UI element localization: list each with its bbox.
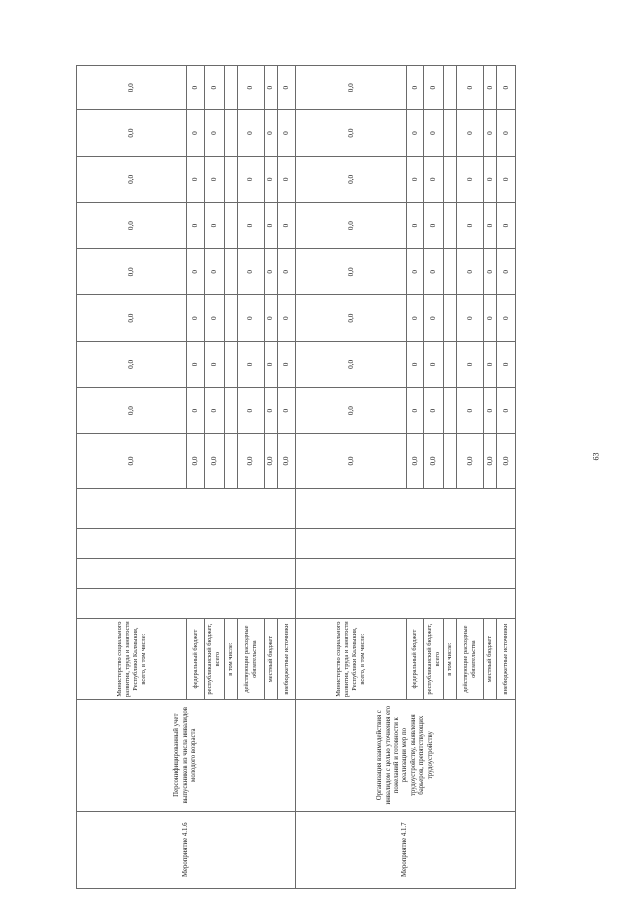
empty-col-d [296, 488, 516, 528]
year-value-cell: 0 [497, 66, 516, 110]
total-value-cell: 0,0 [484, 434, 497, 488]
year-value-cell: 0 [406, 295, 424, 341]
year-value-cell: 0 [187, 66, 205, 110]
year-value-cell: 0 [237, 66, 264, 110]
year-value-cell: 0 [204, 202, 224, 248]
total-value-cell: 0,0 [406, 434, 424, 488]
year-value-cell: 0 [277, 202, 296, 248]
year-value-cell: 0,0 [296, 295, 406, 341]
year-value-cell: 0,0 [296, 341, 406, 387]
year-value-cell: 0,0 [77, 202, 187, 248]
year-value-cell: 0 [424, 341, 444, 387]
year-value-cell: 0 [497, 295, 516, 341]
table-row [296, 66, 406, 889]
year-value-cell: 0 [264, 66, 277, 110]
year-value-cell: 0 [457, 156, 484, 202]
year-value-cell: 0 [237, 202, 264, 248]
year-value-cell: 0,0 [77, 66, 187, 110]
year-value-cell [444, 110, 457, 156]
funding-source-cell: в том числе: [224, 619, 237, 699]
year-value-cell: 0 [406, 249, 424, 295]
year-value-cell: 0 [424, 156, 444, 202]
funding-source-cell: местный бюджет [264, 619, 277, 699]
year-value-cell [444, 249, 457, 295]
year-value-cell: 0 [264, 202, 277, 248]
year-value-cell [224, 202, 237, 248]
year-value-cell [444, 66, 457, 110]
funding-source-cell: Министерство социального развития, труда и занятости Республики Калмыкия, всего, в том числе: [296, 619, 406, 699]
year-value-cell: 0 [264, 341, 277, 387]
year-value-cell [444, 295, 457, 341]
year-value-cell: 0 [204, 295, 224, 341]
year-value-cell: 0 [187, 202, 205, 248]
year-value-cell: 0 [277, 156, 296, 202]
year-value-cell [224, 66, 237, 110]
year-value-cell: 0,0 [296, 249, 406, 295]
year-value-cell: 0 [277, 388, 296, 434]
year-value-cell: 0,0 [296, 202, 406, 248]
year-value-cell: 0 [406, 202, 424, 248]
year-value-cell [444, 341, 457, 387]
year-value-cell: 0 [497, 388, 516, 434]
year-value-cell: 0 [457, 110, 484, 156]
empty-col-a [296, 589, 516, 619]
empty-col-c [296, 528, 516, 558]
year-value-cell: 0 [484, 156, 497, 202]
year-value-cell: 0 [264, 110, 277, 156]
total-value-cell [444, 434, 457, 488]
year-value-cell: 0 [424, 388, 444, 434]
year-value-cell: 0,0 [296, 388, 406, 434]
year-value-cell: 0,0 [77, 156, 187, 202]
year-value-cell: 0 [484, 388, 497, 434]
year-value-cell: 0,0 [296, 156, 406, 202]
total-value-cell: 0,0 [296, 434, 406, 488]
funding-source-cell: местный бюджет [484, 619, 497, 699]
budget-table [76, 65, 516, 889]
year-value-cell: 0 [406, 156, 424, 202]
year-value-cell: 0 [424, 202, 444, 248]
year-value-cell: 0 [237, 341, 264, 387]
year-value-cell [224, 110, 237, 156]
year-value-cell [224, 388, 237, 434]
year-value-cell: 0 [484, 110, 497, 156]
year-value-cell: 0 [277, 295, 296, 341]
funding-source-cell: федеральный бюджет [406, 619, 424, 699]
year-value-cell: 0,0 [77, 388, 187, 434]
year-value-cell: 0 [497, 249, 516, 295]
table-body [77, 66, 516, 889]
event-number-cell: Мероприятие 4.1.6 [77, 811, 296, 888]
table-row [77, 66, 187, 889]
year-value-cell: 0 [424, 249, 444, 295]
year-value-cell: 0 [406, 341, 424, 387]
year-value-cell: 0 [406, 388, 424, 434]
event-number-cell: Мероприятие 4.1.7 [296, 811, 516, 888]
empty-col-a [77, 589, 296, 619]
funding-source-cell: внебюджетные источники [277, 619, 296, 699]
year-value-cell: 0 [204, 249, 224, 295]
year-value-cell: 0 [264, 295, 277, 341]
year-value-cell: 0 [237, 388, 264, 434]
year-value-cell: 0 [187, 156, 205, 202]
year-value-cell: 0 [204, 66, 224, 110]
total-value-cell: 0,0 [457, 434, 484, 488]
year-value-cell: 0,0 [77, 110, 187, 156]
year-value-cell: 0 [187, 249, 205, 295]
year-value-cell: 0 [457, 388, 484, 434]
year-value-cell [224, 341, 237, 387]
year-value-cell: 0 [457, 66, 484, 110]
total-value-cell: 0,0 [187, 434, 205, 488]
total-value-cell: 0,0 [237, 434, 264, 488]
year-value-cell: 0,0 [296, 110, 406, 156]
year-value-cell: 0,0 [296, 66, 406, 110]
year-value-cell: 0,0 [77, 249, 187, 295]
year-value-cell: 0 [484, 341, 497, 387]
event-description-cell: Организация взаимодействия с инвалидом с целью уточнения его пожеланий и готовности к реализации мер по трудоустройству, выявления барьеров, препятствующих трудоустройству [296, 699, 516, 811]
year-value-cell: 0 [277, 110, 296, 156]
year-value-cell [224, 156, 237, 202]
year-value-cell [224, 249, 237, 295]
year-value-cell: 0 [277, 249, 296, 295]
year-value-cell: 0 [424, 66, 444, 110]
year-value-cell: 0 [484, 66, 497, 110]
year-value-cell: 0 [204, 156, 224, 202]
total-value-cell: 0,0 [277, 434, 296, 488]
year-value-cell: 0 [237, 156, 264, 202]
empty-col-d [77, 488, 296, 528]
year-value-cell [444, 388, 457, 434]
year-value-cell: 0 [204, 388, 224, 434]
year-value-cell: 0 [457, 249, 484, 295]
year-value-cell: 0 [187, 341, 205, 387]
year-value-cell: 0 [497, 156, 516, 202]
year-value-cell: 0 [204, 110, 224, 156]
funding-source-cell: федеральный бюджет [187, 619, 205, 699]
total-value-cell: 0,0 [264, 434, 277, 488]
year-value-cell: 0 [187, 388, 205, 434]
year-value-cell: 0 [484, 202, 497, 248]
year-value-cell [444, 156, 457, 202]
rotated-table-container [76, 65, 516, 889]
year-value-cell: 0 [457, 295, 484, 341]
year-value-cell: 0 [424, 295, 444, 341]
event-description-cell: Персонифицированный учет выпускников из числа инвалидов молодого возраста [77, 699, 296, 811]
year-value-cell [224, 295, 237, 341]
year-value-cell: 0 [204, 341, 224, 387]
funding-source-cell: действующие расходные обязательства [237, 619, 264, 699]
year-value-cell: 0 [457, 202, 484, 248]
empty-col-b [77, 559, 296, 589]
year-value-cell: 0 [277, 341, 296, 387]
year-value-cell: 0 [484, 249, 497, 295]
total-value-cell: 0,0 [424, 434, 444, 488]
year-value-cell: 0 [187, 110, 205, 156]
empty-col-b [296, 559, 516, 589]
year-value-cell: 0 [237, 249, 264, 295]
total-value-cell [224, 434, 237, 488]
page-number: 63 [591, 452, 601, 461]
year-value-cell: 0 [237, 110, 264, 156]
total-value-cell: 0,0 [204, 434, 224, 488]
year-value-cell: 0,0 [77, 341, 187, 387]
year-value-cell: 0 [187, 295, 205, 341]
total-value-cell: 0,0 [497, 434, 516, 488]
year-value-cell: 0 [264, 388, 277, 434]
year-value-cell: 0 [406, 110, 424, 156]
year-value-cell: 0 [497, 341, 516, 387]
year-value-cell: 0 [484, 295, 497, 341]
empty-col-c [77, 528, 296, 558]
funding-source-cell: действующие расходные обязательства [457, 619, 484, 699]
year-value-cell: 0 [264, 156, 277, 202]
total-value-cell: 0,0 [77, 434, 187, 488]
year-value-cell [444, 202, 457, 248]
funding-source-cell: республиканский бюджет, всего [424, 619, 444, 699]
year-value-cell: 0 [424, 110, 444, 156]
year-value-cell: 0 [277, 66, 296, 110]
year-value-cell: 0 [497, 110, 516, 156]
year-value-cell: 0 [264, 249, 277, 295]
year-value-cell: 0 [406, 66, 424, 110]
funding-source-cell: в том числе: [444, 619, 457, 699]
year-value-cell: 0 [457, 341, 484, 387]
year-value-cell: 0 [497, 202, 516, 248]
year-value-cell: 0,0 [77, 295, 187, 341]
funding-source-cell: внебюджетные источники [497, 619, 516, 699]
funding-source-cell: республиканский бюджет, всего [204, 619, 224, 699]
year-value-cell: 0 [237, 295, 264, 341]
funding-source-cell: Министерство социального развития, труда и занятости Республики Калмыкия, всего, в том числе: [77, 619, 187, 699]
